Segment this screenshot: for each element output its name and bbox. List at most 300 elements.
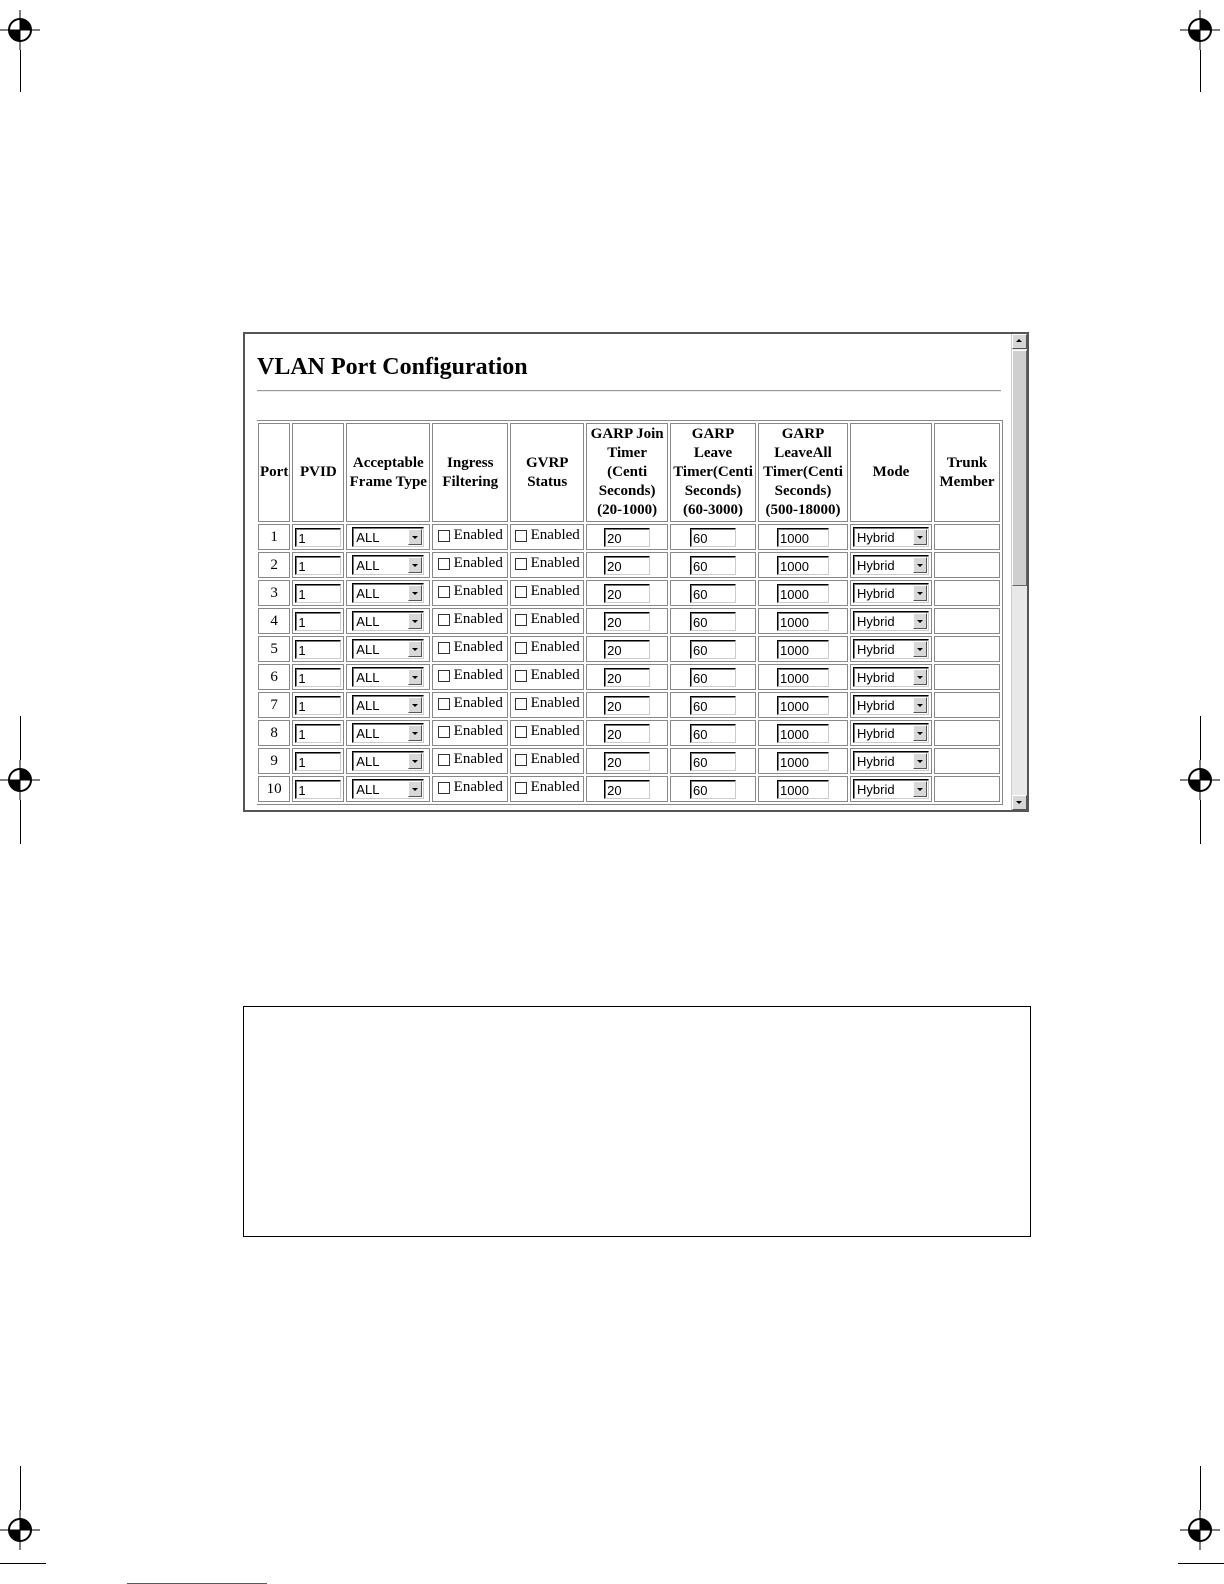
gvrp-checkbox[interactable] [515, 527, 580, 544]
port-cell [258, 692, 290, 718]
leaveall-timer-cell [758, 720, 848, 746]
ingress-cell [432, 748, 508, 774]
ingress-checkbox[interactable] [438, 751, 503, 768]
frame-type-select[interactable] [352, 639, 424, 659]
port-cell [258, 636, 290, 662]
chevron-down-icon[interactable] [408, 585, 422, 601]
pvid-input[interactable]: 1 [295, 752, 341, 771]
header-line: Port [260, 464, 289, 480]
trim-line [1200, 800, 1201, 844]
header-pvid [292, 423, 344, 522]
gvrp-label: Enabled [530, 667, 580, 684]
port-cell [258, 580, 290, 606]
checkbox-icon[interactable] [438, 642, 450, 654]
header-line: Seconds) [598, 483, 656, 499]
table-row [258, 580, 1000, 606]
leaveall-timer-input[interactable]: 1000 [777, 640, 829, 659]
pvid-cell [292, 748, 344, 774]
gvrp-checkbox[interactable] [515, 723, 580, 740]
chevron-down-icon[interactable] [408, 781, 422, 797]
vertical-scrollbar[interactable] [1011, 334, 1027, 810]
frame-type-cell [346, 608, 430, 634]
ingress-checkbox[interactable] [438, 583, 503, 600]
table-row [258, 524, 1000, 550]
port-cell [258, 776, 290, 802]
checkbox-icon[interactable] [438, 754, 450, 766]
leave-timer-cell [670, 664, 756, 690]
pvid-input[interactable]: 1 [295, 556, 341, 575]
mode-value: Hybrid [857, 557, 895, 573]
header-line: Frame Type [349, 473, 427, 490]
title-divider [257, 390, 1001, 392]
trunk-member-cell [934, 552, 1000, 578]
header-mode [850, 423, 932, 522]
ingress-checkbox[interactable] [438, 639, 503, 656]
port-cell [258, 608, 290, 634]
chevron-down-icon[interactable] [913, 781, 927, 797]
leave-timer-cell [670, 776, 756, 802]
pvid-cell [292, 608, 344, 634]
mode-value: Hybrid [857, 725, 895, 741]
pvid-input[interactable]: 1 [295, 640, 341, 659]
frame-type-cell [346, 580, 430, 606]
trunk-member-cell [934, 580, 1000, 606]
header-ingress [432, 423, 508, 522]
leaveall-timer-cell [758, 608, 848, 634]
checkbox-icon[interactable] [438, 698, 450, 710]
leaveall-timer-input[interactable]: 1000 [777, 696, 829, 715]
chevron-down-icon[interactable] [408, 697, 422, 713]
ingress-cell [432, 720, 508, 746]
leaveall-timer-input[interactable]: 1000 [777, 528, 829, 547]
leaveall-timer-cell [758, 636, 848, 662]
header-line: (Centi [607, 464, 648, 480]
checkbox-icon[interactable] [438, 726, 450, 738]
port-number: 4 [270, 612, 278, 629]
trim-line [0, 1563, 46, 1564]
header-line: Acceptable [352, 454, 424, 471]
frame-type-select[interactable] [352, 611, 424, 631]
gvrp-cell [510, 720, 584, 746]
pvid-cell [292, 524, 344, 550]
header-line: (60-3000) [683, 502, 744, 518]
gvrp-label: Enabled [530, 695, 580, 712]
chevron-down-icon[interactable] [913, 529, 927, 545]
mode-value: Hybrid [857, 753, 895, 769]
ingress-label: Enabled [453, 527, 503, 544]
checkbox-icon[interactable] [515, 698, 527, 710]
header-leave-timer [670, 423, 756, 522]
mode-cell [850, 524, 932, 550]
leaveall-timer-input[interactable]: 1000 [777, 584, 829, 603]
header-leaveall-timer [758, 423, 848, 522]
checkbox-icon[interactable] [515, 782, 527, 794]
gvrp-cell [510, 608, 584, 634]
ingress-cell [432, 524, 508, 550]
port-cell [258, 720, 290, 746]
chevron-down-icon[interactable] [913, 641, 927, 657]
gvrp-label: Enabled [530, 639, 580, 656]
leave-timer-input[interactable]: 60 [690, 668, 736, 687]
chevron-down-icon[interactable] [913, 585, 927, 601]
join-timer-input[interactable]: 20 [604, 584, 650, 603]
mode-select[interactable] [853, 723, 929, 743]
trunk-member-cell [934, 608, 1000, 634]
join-timer-cell [586, 692, 668, 718]
checkbox-icon[interactable] [515, 586, 527, 598]
gvrp-checkbox[interactable] [515, 583, 580, 600]
leave-timer-cell [670, 692, 756, 718]
crosshair-target-icon [1180, 10, 1220, 50]
trim-line [20, 716, 21, 760]
leaveall-timer-cell [758, 552, 848, 578]
pvid-cell [292, 776, 344, 802]
mode-cell [850, 748, 932, 774]
header-line: Seconds) [684, 483, 742, 499]
frame-type-cell [346, 720, 430, 746]
leave-timer-input[interactable]: 60 [690, 724, 736, 743]
port-cell [258, 748, 290, 774]
join-timer-input[interactable]: 20 [604, 668, 650, 687]
crosshair-target-icon [1180, 1510, 1220, 1550]
header-frame-type [346, 423, 430, 522]
gvrp-label: Enabled [530, 583, 580, 600]
join-timer-input[interactable]: 20 [604, 724, 650, 743]
join-timer-input[interactable]: 20 [604, 556, 650, 575]
header-port [258, 423, 290, 522]
scrollbar-thumb[interactable] [1012, 350, 1027, 586]
port-number: 8 [270, 724, 278, 741]
frame-type-select[interactable] [352, 695, 424, 715]
gvrp-checkbox[interactable] [515, 639, 580, 656]
frame-type-value: ALL [356, 529, 380, 545]
table-body [258, 524, 1000, 802]
header-line: (500-18000) [765, 502, 841, 518]
mode-value: Hybrid [857, 781, 895, 797]
gvrp-cell [510, 552, 584, 578]
leaveall-timer-cell [758, 748, 848, 774]
window-content [257, 334, 1003, 810]
mode-select[interactable] [853, 583, 929, 603]
ingress-cell [432, 664, 508, 690]
checkbox-icon[interactable] [438, 530, 450, 542]
join-timer-cell [586, 636, 668, 662]
ingress-label: Enabled [453, 723, 503, 740]
trunk-member-cell [934, 776, 1000, 802]
mode-value: Hybrid [857, 697, 895, 713]
frame-type-cell [346, 692, 430, 718]
port-number: 3 [270, 584, 278, 601]
ingress-cell [432, 776, 508, 802]
mode-value: Hybrid [857, 529, 895, 545]
leave-timer-input[interactable]: 60 [690, 752, 736, 771]
header-line: Timer(Centi [673, 464, 753, 480]
mode-select[interactable] [853, 667, 929, 687]
gvrp-label: Enabled [530, 723, 580, 740]
trunk-member-cell [934, 664, 1000, 690]
frame-type-select[interactable] [352, 779, 424, 799]
chevron-down-icon[interactable] [913, 697, 927, 713]
ingress-cell [432, 608, 508, 634]
mode-cell [850, 580, 932, 606]
mode-cell [850, 692, 932, 718]
leave-timer-input[interactable]: 60 [690, 556, 736, 575]
checkbox-icon[interactable] [515, 642, 527, 654]
mode-select[interactable] [853, 779, 929, 799]
trim-line [20, 1466, 21, 1510]
leaveall-timer-input[interactable]: 1000 [777, 612, 829, 631]
trunk-member-cell [934, 524, 1000, 550]
mode-select[interactable] [853, 555, 929, 575]
join-timer-cell [586, 552, 668, 578]
leaveall-timer-input[interactable]: 1000 [777, 752, 829, 771]
checkbox-icon[interactable] [438, 670, 450, 682]
checkbox-icon[interactable] [515, 670, 527, 682]
header-line: Member [939, 473, 995, 490]
ingress-checkbox[interactable] [438, 723, 503, 740]
vlan-port-table [257, 420, 1003, 805]
leave-timer-cell [670, 552, 756, 578]
registration-mark-top-right [1180, 10, 1220, 50]
pvid-input[interactable]: 1 [295, 584, 341, 603]
crosshair-target-icon [0, 10, 40, 50]
mode-select[interactable] [853, 695, 929, 715]
arrow-up-icon[interactable] [1012, 334, 1027, 349]
table-row [258, 720, 1000, 746]
header-trunk [934, 423, 1000, 522]
frame-type-value: ALL [356, 669, 380, 685]
frame-type-cell [346, 636, 430, 662]
gvrp-label: Enabled [530, 611, 580, 628]
gvrp-label: Enabled [530, 527, 580, 544]
leaveall-timer-input[interactable]: 1000 [777, 668, 829, 687]
gvrp-cell [510, 776, 584, 802]
header-line: Timer [607, 445, 647, 461]
join-timer-input[interactable]: 20 [604, 752, 650, 771]
join-timer-input[interactable]: 20 [604, 696, 650, 715]
chevron-down-icon[interactable] [913, 725, 927, 741]
table-row [258, 748, 1000, 774]
pvid-input[interactable]: 1 [295, 780, 341, 799]
checkbox-icon[interactable] [438, 614, 450, 626]
pvid-input[interactable]: 1 [295, 612, 341, 631]
trim-line [1200, 1466, 1201, 1510]
ingress-cell [432, 692, 508, 718]
leave-timer-input[interactable]: 60 [690, 584, 736, 603]
gvrp-cell [510, 664, 584, 690]
gvrp-checkbox[interactable] [515, 555, 580, 572]
port-number: 2 [270, 556, 278, 573]
mode-select[interactable] [853, 751, 929, 771]
header-line: Timer(Centi [763, 464, 843, 480]
frame-type-value: ALL [356, 725, 380, 741]
join-timer-input[interactable]: 20 [604, 640, 650, 659]
leaveall-timer-input[interactable]: 1000 [777, 780, 829, 799]
leave-timer-input[interactable]: 60 [690, 528, 736, 547]
leave-timer-input[interactable]: 60 [690, 640, 736, 659]
ingress-checkbox[interactable] [438, 611, 503, 628]
pvid-cell [292, 552, 344, 578]
crosshair-target-icon [0, 760, 40, 800]
header-line: GARP [691, 426, 735, 442]
frame-type-cell [346, 664, 430, 690]
table-row [258, 636, 1000, 662]
frame-type-select[interactable] [352, 527, 424, 547]
header-line: GVRP [525, 454, 569, 471]
port-number: 7 [270, 696, 278, 713]
registration-mark-bottom-right [1180, 1510, 1220, 1550]
header-line: Status [527, 473, 568, 490]
table-row [258, 692, 1000, 718]
trim-line [1178, 1563, 1224, 1564]
trim-line [20, 50, 21, 92]
header-line: PVID [299, 464, 337, 480]
leave-timer-cell [670, 580, 756, 606]
leaveall-timer-input[interactable]: 1000 [777, 556, 829, 575]
leave-timer-input[interactable]: 60 [690, 612, 736, 631]
pvid-cell [292, 664, 344, 690]
checkbox-icon[interactable] [515, 726, 527, 738]
pvid-input[interactable]: 1 [295, 696, 341, 715]
crosshair-target-icon [0, 1510, 40, 1550]
header-line: Seconds) [774, 483, 832, 499]
leave-timer-cell [670, 636, 756, 662]
join-timer-cell [586, 748, 668, 774]
table-row [258, 608, 1000, 634]
ingress-checkbox[interactable] [438, 555, 503, 572]
chevron-down-icon[interactable] [913, 753, 927, 769]
frame-type-cell [346, 776, 430, 802]
trim-line [1200, 716, 1201, 760]
checkbox-icon[interactable] [515, 558, 527, 570]
header-line: Trunk [946, 454, 988, 471]
frame-type-select[interactable] [352, 583, 424, 603]
frame-type-select[interactable] [352, 555, 424, 575]
leave-timer-cell [670, 524, 756, 550]
pvid-input[interactable]: 1 [295, 528, 341, 547]
gvrp-checkbox[interactable] [515, 667, 580, 684]
chevron-down-icon[interactable] [408, 753, 422, 769]
gvrp-cell [510, 580, 584, 606]
frame-type-value: ALL [356, 641, 380, 657]
mode-select[interactable] [853, 639, 929, 659]
pvid-input[interactable]: 1 [295, 668, 341, 687]
trunk-member-cell [934, 748, 1000, 774]
ingress-label: Enabled [453, 667, 503, 684]
header-join-timer [586, 423, 668, 522]
leave-timer-input[interactable]: 60 [690, 780, 736, 799]
mode-value: Hybrid [857, 613, 895, 629]
leave-timer-input[interactable]: 60 [690, 696, 736, 715]
checkbox-icon[interactable] [515, 614, 527, 626]
frame-type-value: ALL [356, 557, 380, 573]
chevron-down-icon[interactable] [913, 557, 927, 573]
gvrp-label: Enabled [530, 779, 580, 796]
gvrp-cell [510, 636, 584, 662]
checkbox-icon[interactable] [438, 558, 450, 570]
checkbox-icon[interactable] [438, 586, 450, 598]
header-line: (20-1000) [597, 502, 658, 518]
leave-timer-cell [670, 720, 756, 746]
port-cell [258, 664, 290, 690]
port-number: 10 [266, 780, 282, 797]
page-title: VLAN Port Configuration [257, 354, 528, 380]
ingress-checkbox[interactable] [438, 667, 503, 684]
mode-value: Hybrid [857, 585, 895, 601]
trunk-member-cell [934, 692, 1000, 718]
leaveall-timer-input[interactable]: 1000 [777, 724, 829, 743]
ingress-checkbox[interactable] [438, 779, 503, 796]
join-timer-cell [586, 776, 668, 802]
chevron-down-icon[interactable] [913, 669, 927, 685]
chevron-down-icon[interactable] [408, 529, 422, 545]
ingress-checkbox[interactable] [438, 527, 503, 544]
pvid-cell [292, 636, 344, 662]
gvrp-cell [510, 748, 584, 774]
registration-mark-bottom-left [0, 1510, 40, 1550]
mode-cell [850, 720, 932, 746]
pvid-input[interactable]: 1 [295, 724, 341, 743]
header-line: LeaveAll [774, 445, 832, 461]
header-line: GARP [781, 426, 825, 442]
chevron-down-icon[interactable] [408, 725, 422, 741]
frame-type-cell [346, 552, 430, 578]
chevron-down-icon[interactable] [913, 613, 927, 629]
table-row [258, 552, 1000, 578]
pvid-cell [292, 720, 344, 746]
checkbox-icon[interactable] [515, 530, 527, 542]
gvrp-checkbox[interactable] [515, 779, 580, 796]
port-number: 9 [270, 752, 278, 769]
table-header-row [258, 423, 1000, 522]
frame-type-select[interactable] [352, 751, 424, 771]
header-line: GARP Join [590, 426, 664, 442]
checkbox-icon[interactable] [438, 782, 450, 794]
trunk-member-cell [934, 636, 1000, 662]
chevron-down-icon[interactable] [408, 613, 422, 629]
chevron-down-icon[interactable] [408, 669, 422, 685]
gvrp-checkbox[interactable] [515, 751, 580, 768]
gvrp-checkbox[interactable] [515, 611, 580, 628]
chevron-down-icon[interactable] [408, 641, 422, 657]
frame-type-value: ALL [356, 753, 380, 769]
registration-mark-mid-right [1180, 760, 1220, 800]
mode-select[interactable] [853, 611, 929, 631]
leave-timer-cell [670, 608, 756, 634]
mode-value: Hybrid [857, 641, 895, 657]
join-timer-input[interactable]: 20 [604, 780, 650, 799]
mode-cell [850, 608, 932, 634]
join-timer-input[interactable]: 20 [604, 528, 650, 547]
join-timer-input[interactable]: 20 [604, 612, 650, 631]
arrow-down-icon[interactable] [1012, 795, 1027, 810]
checkbox-icon[interactable] [515, 754, 527, 766]
frame-type-value: ALL [356, 697, 380, 713]
join-timer-cell [586, 664, 668, 690]
port-number: 5 [270, 640, 278, 657]
gvrp-label: Enabled [530, 555, 580, 572]
mode-cell [850, 664, 932, 690]
ingress-cell [432, 580, 508, 606]
mode-select[interactable] [853, 527, 929, 547]
gvrp-checkbox[interactable] [515, 695, 580, 712]
ingress-label: Enabled [453, 611, 503, 628]
leaveall-timer-cell [758, 776, 848, 802]
frame-type-select[interactable] [352, 723, 424, 743]
frame-type-select[interactable] [352, 667, 424, 687]
chevron-down-icon[interactable] [408, 557, 422, 573]
ingress-checkbox[interactable] [438, 695, 503, 712]
